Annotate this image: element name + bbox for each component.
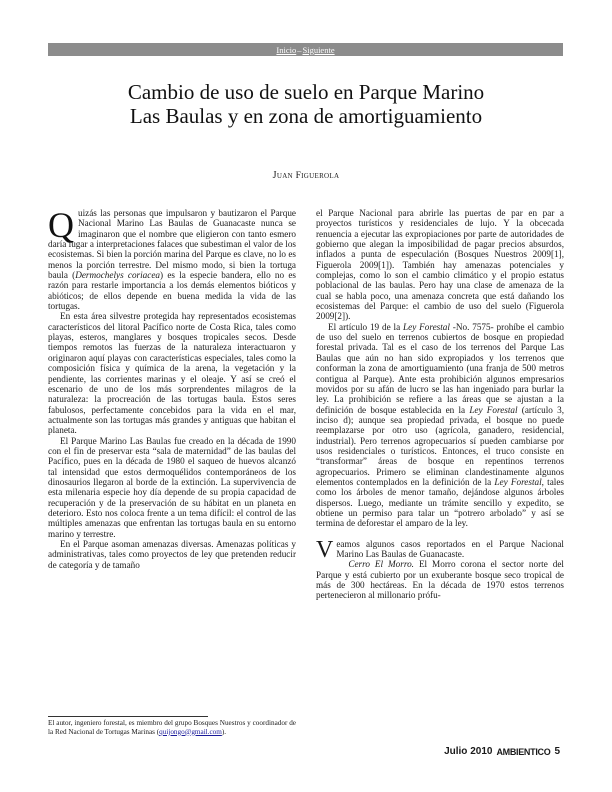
- footnote-divider: [48, 716, 208, 717]
- right-column: [316, 208, 564, 601]
- law-name: Ley Forestal: [469, 404, 518, 415]
- article-title: [0, 80, 612, 128]
- nav-link-inicio[interactable]: Inicio: [276, 44, 297, 55]
- law-name: Ley Forestal: [494, 476, 542, 487]
- article-author: Juan Figuerola: [272, 170, 340, 181]
- page-footer: [444, 746, 560, 757]
- issue-date: Julio 2010: [444, 746, 493, 757]
- paragraph: En esta área silvestre protegida hay representados ecosistemas característicos del litoral Pacífico norte de Costa Rica, tales como playas, esteros, manglares y bosques tropicales secos. Desde tiempos remotos las fuerzas de la naturaleza interactuaron y originaron aquí playas con características especiales, tales como la composición física y química de la arena, la vegetación y la pendiente, las corrientes marinas y el oleaje. Y así se creó el escenario de uno de los más sorprendentes milagros de la naturaleza: la procreación de las tortugas baula. Estos seres fabulosos, perfectamente concebidos para la vida en el mar, actualmente son las tortugas más grandes y antiguas que habitan el planeta.: [48, 311, 296, 436]
- navigation-bar: [48, 43, 563, 56]
- article-title-line-2: Las Baulas y en zona de amortiguamiento: [129, 104, 483, 128]
- left-column: [48, 205, 296, 570]
- paragraph: Cerro El Morro. El Morro corona el sector norte del Parque y está cubierto por un exuberante bosque seco tropical de más de 300 hectáreas. En la década de 1970 estos terrenos pertenecieron al millonario prófu-: [316, 559, 564, 601]
- article-title-line-1: Cambio de uso de suelo en Parque Marino: [127, 80, 485, 104]
- nav-separator: –: [297, 44, 302, 55]
- paragraph: Quizás las personas que impulsaron y bautizaron el Parque Nacional Marino Las Baulas de Guanacaste nunca se imaginaron que el nombre que eligieron con tanto esmero daría lugar a interpretaciones falaces que subestiman el valor de los ecosistemas. Si bien la porción marina del Parque es clave, no lo es menos la porción terrestre. Del mismo modo, si bien la tortuga baula (Dermochelys coriacea) es la especie bandera, ello no es razón para restarle importancia a los demás elementos bióticos y abióticos; de ellos depende en buena medida la vida de las tortugas.: [48, 205, 296, 312]
- species-name: Dermochelys coriacea: [75, 270, 161, 281]
- paragraph: El artículo 19 de la Ley Forestal -No. 7575- prohíbe el cambio de uso del suelo en terrenos cubiertos de bosque en propiedad forestal privada. Tal es el caso de los terrenos del Parque Las Baulas que aún no han sido expropiados y los terrenos que conforman la zona de amortiguamiento (una franja de 500 metros contigua al Parque). Ante esta prohibición algunos empresarios movidos por su afán de lucro se las han ingeniado para burlar la ley. La prohibición se refiere a las áreas que se ajustan a la definición de bosque establecida en la Ley Forestal (artículo 3, inciso d); aunque sea propiedad privada, el bosque no puede reemplazarse por otro uso (agrícola, ganadero, residencial, industrial). Pero terrenos agropecuarios sí pueden cambiarse por usos residenciales o turísticos. Entonces, el truco consiste en “transformar” áreas de bosque en repentinos terrenos agropecuarios. Primero se eliminan clandestinamente algunos elementos contemplados en la definición de la Ley Forestal, tales como los árboles de menor tamaño, dejándose algunos árboles dispersos. Luego, mediante un trámite sencillo y expedito, se obtiene un permiso para talar un “potrero arbolado” y así se termina de deforestar el amparo de la ley.: [316, 321, 565, 529]
- magazine-logo: AMBIENTICO: [496, 746, 551, 757]
- author-footnote: El autor, ingeniero forestal, es miembro del grupo Bosques Nuestros y coordinador de la Red Nacional de Tortugas Marinas (quijongo@gmail.com).: [48, 719, 296, 736]
- drop-cap: Q: [48, 205, 74, 245]
- law-name: Ley Forestal: [403, 321, 450, 332]
- author-email-link[interactable]: quijongo@gmail.com: [159, 727, 222, 736]
- page-number: 5: [554, 746, 560, 757]
- paragraph: Veamos algunos casos reportados en el Parque Nacional Marino Las Baulas de Guanacaste.: [316, 536, 564, 563]
- nav-link-siguiente[interactable]: Siguiente: [302, 44, 335, 55]
- paragraph: El Parque Marino Las Baulas fue creado en la década de 1990 con el fin de preservar esta “sala de maternidad” de las baulas del Pacífico, pues en la década de 1980 el saqueo de huevos alcanzó tal intensidad que estos dermoquélidos contemporáneos de los dinosaurios llegaron al borde de la extinción. La supervivencia de esta milenaria especie hoy día depende de su propia capacidad de recuperación y de la preservación de su hábitat en un planeta en deterioro. Esto nos coloca frente a un tema difícil: el control de las múltiples amenazas que enfrentan las tortugas baula en su entorno marino y terrestre.: [48, 435, 296, 539]
- paragraph: En el Parque asoman amenazas diversas. Amenazas políticas y administrativas, tales como proyectos de ley que pretenden reducir de categoría y de tamaño: [48, 539, 296, 570]
- section-place-name: Cerro El Morro.: [348, 559, 414, 570]
- paragraph: el Parque Nacional para abrirle las puertas de par en par a proyectos turísticos y residenciales de lujo. Y la obcecada renuencia a ejecutar las expropiaciones por parte de autoridades de gobierno que alegan la imposibilidad de pagar precios absurdos, inflados a punta de especulación (Bosques Nuestros 2009[1], Figuerola 2009[1]). También hay amenazas potenciales y complejas, como lo son el cambio climático y el propio estatus poblacional de las baulas. Pero hay una clase de amenaza de la cual se habla poco, una amenaza concreta que está dañando los ecosistemas del Parque: el cambio de uso del suelo (Figuerola 2009[2]).: [316, 208, 564, 322]
- drop-cap: V: [316, 536, 334, 563]
